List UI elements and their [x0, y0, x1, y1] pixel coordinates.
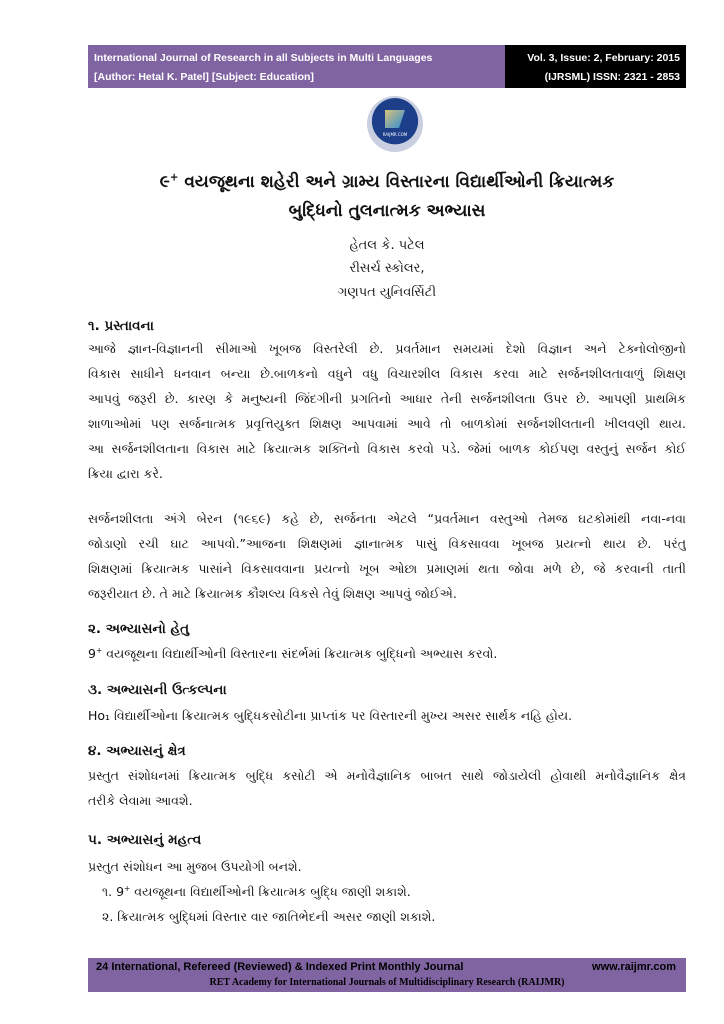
list-item-number: ૧. 9 [102, 884, 125, 900]
list-item-text: વયજૂથના વિદ્યાર્થીઓની ક્રિયાત્મક બુદ્ધિ જાણી શકાશે. [130, 884, 411, 900]
header-right [505, 45, 686, 88]
publisher: RET Academy for International Journals of Multidisciplinary Research (RAIJMR) [209, 977, 565, 988]
body-line: વિકાસ સાધીને ધનવાન બન્યા છે.બાળકનો વધુને વધુ વિચારશીલ વિકાસ કરવા માટે સર્જનશીલતાવાળું શિક્ષણ [88, 366, 686, 381]
body-line: જોડાણો રચી ઘાટ આપવો.”આજના શિક્ષણમાં જ્ઞાનાત્મક પાસું વિકસાવવા ખૂબજ પ્રયત્નો થાય છે. પરંતુ [88, 536, 686, 551]
paper-title-line1 [88, 172, 686, 192]
website-link[interactable]: www.raijmr.com [592, 961, 676, 973]
body-line: પ્રસ્તુત સંશોધનમાં ક્રિયાત્મક બુદ્ધિ કસોટી એ મનોવૈજ્ઞાનિક બાબત સાથે જોડાયેલી હોવાથી મનોવૈજ્ઞાનિક ક્ષેત્ર [88, 768, 686, 783]
title-sup: + [169, 172, 179, 184]
journal-name: International Journal of Research in all Subjects in Multi Languages [94, 52, 433, 64]
paper-title-line2: બુદ્ધિનો તુલનાત્મક અભ્યાસ [288, 201, 486, 221]
logo-mark-icon [385, 110, 405, 128]
footer-journal-type [96, 961, 463, 973]
section-heading-hypothesis: ૩. અભ્યાસની ઉત્કલ્પના [88, 682, 227, 698]
body-line: જરૂરીયાત છે. તે માટે ક્રિયાત્મક કૌશલ્ય વિકસે તેવું શિક્ષણ આપવું જોઈએ. [88, 586, 457, 601]
list-item [102, 884, 411, 900]
section-heading-introduction: ૧. પ્રસ્તાવના [88, 318, 154, 334]
author-university: ગણપત યુનિવર્સિટી [337, 285, 437, 300]
author-subject: [Author: Hetal K. Patel] [Subject: Education] [94, 71, 314, 83]
journal-logo [367, 96, 423, 152]
objective-number: 9 [88, 646, 96, 662]
list-item-sup: + [124, 884, 131, 893]
body-line: આજે જ્ઞાન-વિજ્ઞાનની સીમાઓ ખૂબજ વિસ્તરેલી છે. પ્રવર્તમાન સમયમાં દેશો વિજ્ઞાન અને ટેક્નોલોજીનો [88, 341, 686, 356]
list-item: ૨. ક્રિયાત્મક બુદ્ધિમાં વિસ્તાર વાર જાતિભેદની અસર જાણી શકાશે. [102, 909, 436, 924]
body-line: આપવું જરૂરી છે. કારણ કે મનુષ્યની જિંદગીની પ્રગતિનો આધાર તેની સર્જનશીલતા ઉપર છે. આપણી પ્રાથમિક [88, 391, 686, 406]
page-number: 24 [96, 961, 109, 973]
body-line: શાળાઓમાં પણ સર્જનાત્મક પ્રવૃત્તિયુક્ત શિક્ષણ આપવામાં આવે તો બાળકોમાં સર્જનશીલતાની ખીલવણી થાય. [88, 416, 686, 431]
issn: (IJRSML) ISSN: 2321 - 2853 [544, 71, 680, 83]
section-heading-significance: ૫. અભ્યાસનું મહત્વ [88, 832, 202, 848]
body-line: સર્જનશીલતા અંગે બેરન (૧૯૬૯) કહે છે, સર્જનતા એટલે “પ્રવર્તમાન વસ્તુઓ તેમજ ઘટકોમાંથી નવા-નવા [88, 511, 686, 526]
body-line: ક્રિયા દ્વારા કરે. [88, 466, 163, 481]
body-line: આ સર્જનશીલતાના વિકાસ માટે ક્રિયાત્મક શક્તિનો વિકાસ કરવો પડે. જેમાં બાળક કોઈપણ વસ્તુનું સર્જન કોઈ [88, 441, 686, 456]
journal-header [88, 45, 686, 88]
section-heading-objective: ૨. અભ્યાસનો હેતુ [88, 621, 190, 637]
author-name: હેતલ કે. પટેલ [349, 238, 425, 253]
logo-text: RAIJMR.COM [382, 132, 408, 137]
section-heading-scope: ૪. અભ્યાસનું ક્ષેત્ર [88, 743, 186, 759]
volume-issue: Vol. 3, Issue: 2, February: 2015 [527, 52, 680, 64]
significance-intro: પ્રસ્તુત સંશોધન આ મુજબ ઉપયોગી બનશે. [88, 859, 302, 874]
hypothesis-text: Ho₁ વિદ્યાર્થીઓના ક્રિયાત્મક બુદ્ધિકસોટીના પ્રાપ્તાંક પર વિસ્તારની મુખ્ય અસર સાર્થક નહિ હોય. [88, 708, 573, 723]
objective-body: વયજૂથના વિદ્યાર્થીઓની વિસ્તારના સંદર્ભમાં ક્રિયાત્મક બુદ્ધિનો અભ્યાસ કરવો. [102, 646, 498, 662]
objective-sup: + [95, 646, 103, 655]
author-role: રીસર્ચ સ્કોલર, [349, 261, 425, 276]
body-line: તરીકે લેવામા આવશે. [88, 793, 193, 808]
title-number: ૯ [159, 172, 170, 192]
title-text: વયજૂથના શહેરી અને ગ્રામ્ય વિસ્તારના વિદ્યાર્થીઓની ક્રિયાત્મક [178, 172, 615, 192]
body-line: શિક્ષણમાં ક્રિયાત્મક પાસાંને વિકસાવવાના પ્રયત્નો ખૂબ ઓછા પ્રમાણમાં થતા જોવા મળે છે, જે કરવાની તાતી [88, 561, 686, 576]
journal-footer [88, 958, 686, 992]
objective-text [88, 646, 686, 662]
header-left [88, 45, 505, 88]
journal-type: International, Refereed (Reviewed) & Indexed Print Monthly Journal [111, 961, 464, 973]
